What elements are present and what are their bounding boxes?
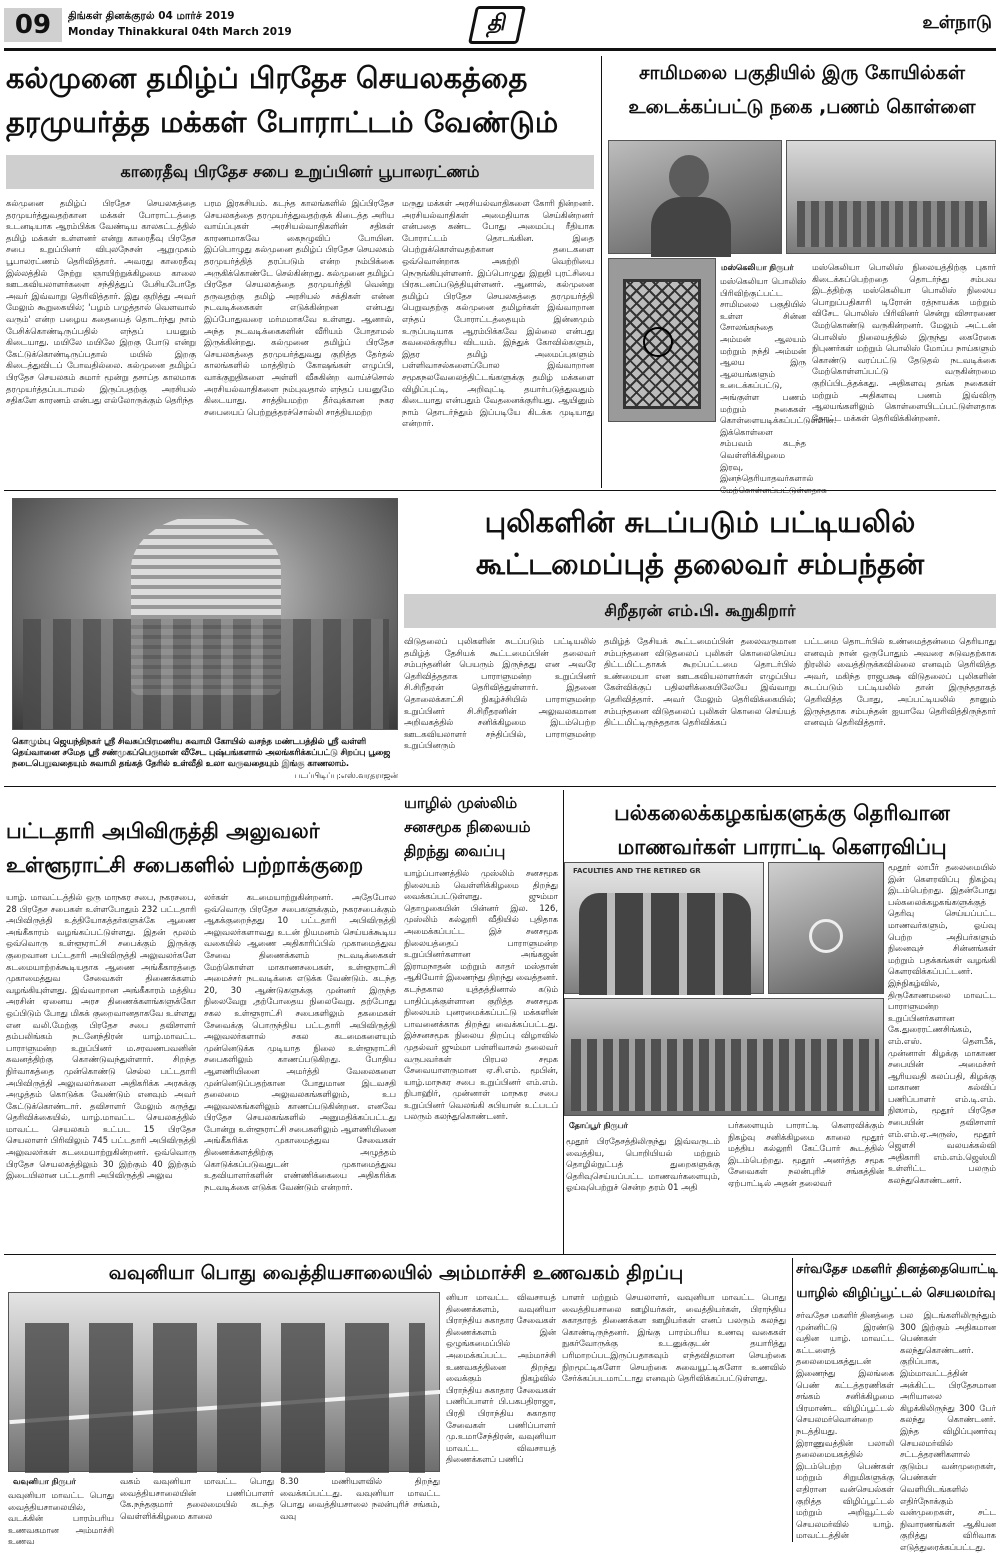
officials-icon (25, 1323, 425, 1473)
temple-photo-caption: கொழும்பு ஜெயந்திநகர் ஸ்ரீ சிவசுப்பிரமணிய சுவாமி கோயில் வசந்த மண்டபத்தில் ஸ்ரீ வள்ளி தெய்வானை சமேத ஸ்ரீ சண்முகப்பெருமான் வீசேட புஷ்பங்களால் அலங்கரிக்கப்பட்டு சிறப்பு பூஜை நடைபெறுவதையும் சுவாமி தங்கத் தேரில் உள்வீதி உலா வருவதையும் இங்கு காணலாம். (12, 736, 391, 768)
article2-photo-caption: மஸ்கெலியா நிருபர் (718, 262, 797, 274)
article1-headline-line2: தரமுயர்த்த மக்கள் போராட்டம் வேண்டும் (6, 105, 559, 139)
article3-col1: விடுதலைப் புலிகளின் சுடப்படும் பட்டியலில் தமிழ்த் தேசியக் கூட்டமைப்பின் தலைவர் சம்பந்தனின் பெயரும் இருந்தது என அவரே தெரிவித்ததாக பாராளுமன்ற உறுப்பினர் சி.சிறீதரன் தெரிவித்துள்ளார். இதனை தொலைக்காட்சி நிகழ்ச்சியில் பாராளுமன்ற உறுப்பினர் சி.சிறீதரனின் அலுவலகமான அறிவகத்தில் சனிக்கிழமை இடம்பெற்ற ஊடகவியலாளர் சந்திப்பில், பாராளுமன்ற உறுப்பினரும் (404, 636, 596, 751)
article8-headline-line2: யாழில் விழிப்பூட்டல் செயலமர்வு (796, 1286, 996, 1301)
article4-headline-line3: திறந்து வைப்பு (404, 842, 506, 860)
article3-col2: தமிழ்த் தேசியக் கூட்டமைப்பின் தலைவருமான சம்பந்தனை விடுதலைப் புலிகள் கொலைசெய்ய திட்டமிட்டதாகக் கூறப்பட்டமை தொடர்பில் உண்மையா என ஊடகவியலாளர்கள் எழுப்பிய கேள்விக்குப் பதிலளிக்கையிலேயே இவ்வாறு தெரிவித்தார். அவர் மேலும் தெரிவிக்கையில்; சம்பந்தனை விடுதலைப் புலிகள் கொலை செய்யத் திட்டமிட்டிருந்ததாக தெரிவிக்கப் (604, 636, 796, 728)
masthead-logo-text: தி (485, 11, 509, 36)
article2-photo-crowd (786, 140, 996, 254)
article7-col2: வகம் வவுனியா மாவட்ட பொது வைத்தியசாலையின் பணிப்பாளர் கே.நந்தகுமார் தலைமையில் கடந்த வெள்ளிக்கிழமை காலை (120, 1476, 274, 1521)
article1-headline-line1: கல்முனை தமிழ்ப் பிரதேச செயலகத்தை (6, 61, 528, 95)
masthead-date-english: Monday Thinakkural 04th March 2019 (68, 26, 292, 38)
article6-col1: மூதூர் பிரதேசத்திலிருந்து இவ்வருடம் வைத்திய, பொறியியல் மற்றும் தொழில்நுட்பத் துறைகளுக்கு தெரிவுசெய்யப்பட்ட மாணவர்களையும், ஓய்வுபெற்றுச் சென்ற தரம் 01 அதி (566, 1136, 720, 1193)
article6-col2: பர்களையும் பாராட்டி கௌரவிக்கும் நிகழ்வு சனிக்கிழமை காலை மூதூர் மத்திய கல்லூரி கேட்போர் கூடத்தில் இடம்பெற்றது. மூதூர் அனர்த்த சமூக சேவைகள் நலன்புரிச் சங்கத்தின் ஏற்பாட்டில் அதன் தலைவர் (728, 1120, 884, 1188)
article3-headline-line1: புலிகளின் சுடப்படும் பட்டியலில் (484, 505, 916, 539)
article8-headline-line1: சர்வதேச மகளிர் தினத்தையொட்டி (796, 1262, 998, 1277)
article4-headline-line2: சனசமூக நிலையம் (404, 818, 531, 836)
medal-icon (809, 919, 843, 953)
article5-col2: லர்கள் கடமையாற்றுகின்றனர். அதேபோல ஒவ்வொரு பிரதேச சபைகளுக்கும், நகரசபைக்கும் ஆகக்குறைந்தது 10 பட்டதாரி அபிவிருத்தி அலுவலர்களாவது உடன் நியமனம் செய்யக்கூடிய வகையில் ஆணை அதிகாரிப்பில் முகாமைத்துவ சேவை திணைக்களம் நடவடிக்கைகள் மேற்கொள்ள மாகாணசபைகள், உள்ளூராட்சி அமைச்சர் நடவடிக்கை எடுக்க வேண்டும். கடந்த 20, 30 ஆண்டுகளுக்கு முன்னர் இருந்த நிலைவேறு ,தற்போதைய நிலைவேறு. தற்போது சகல உள்ளூராட்சி சபைகளிலும் தகமைகள் சேவைக்கு பொருந்திய பட்டதாரி அபிவிருத்தி அலுவலர்களால் சகல கடமைகளையும் முன்னெடுக்க முடியாத நிலை உள்ளூராட்சி சபைகளிலும் காணப்படுகிறது. போதிய ஆளணியினை அமர்த்தி வேலைகளை முன்னெடுப்பதற்கான போதுமான இடவசதி தலைமை அலுவலகங்களிலும், உப அலுவலகங்களிலும் காணப்படுகின்றன. எனவே பிரதேச செயலகங்களில் அனுமதிக்கப்பட்டது போன்று உள்ளூராட்சி சபைகளிலும் ஆளணியினை அங்கீகரிக்க முகாமைத்துவ சேவைகள் திணைக்களத்திற்கு அழுத்தம் கொடுக்கப்படுவதுடன் முகாமைத்துவ உதவியாளர்களின் எண்ணிக்கையை அதிகரிக்க நடவடிக்கை எடுக்க வேண்டும் என்றார். (204, 892, 396, 1192)
article7-col1: வவுனியா மாவட்ட பொது வைத்தியசாலையில், வடக்கின் பாரம்பரிய உணவகமான அம்மாச்சி உணவ (8, 1490, 114, 1547)
article6-photo-audience (564, 998, 884, 1116)
article2-headline-line2: உடைக்கப்பட்டு நகை ,பணம் கொள்ளை (628, 96, 976, 118)
article4-body: யாழ்ப்பாணத்தில் முஸ்லிம் சனசமூக நிலையம் வெள்ளிக்கிழமை திறந்து வைக்கப்பட்டுள்ளது. ஜும்மா தொழுகையின் பின்னர் இல. 126, முஸ்லிம் கல்லூரி வீதியில் புதிதாக அமைக்கப்பட்ட இச் சனசமூக நிலையத்தைப் பாராளுமன்ற உறுப்பினர்களான அங்கஜன் இராமநாதன் மற்றும் காதர் மஸ்தான் ஆகியோர் இணைந்து திறந்து வைத்தனர். கடந்தகால யுத்தத்தினால் கடும் பாதிப்புக்குள்ளான குறித்த சனசமூக நிலையம் புனரமைக்கப்பட்டு மக்களின் பாவனைக்காக திறந்து வைக்கப்பட்டது. இச்சனசமூக நிலைய திறப்பு விழாவில் முதல்வர் ஜும்மா பள்ளிவாசல் தலைவர் வருபவர்கள் பிரபல சமூக சேவையாளருமான ஏ.சி.எம். மூபின், யாழ்.மாநகர சபை உறுப்பினர் எம்.எம். நிபாஹிர், முன்னாள் மாநகர சபை உறுப்பினர் வெலங்கி சுபியான் உட்படப் பலரும் கலந்துகொண்டனர். (404, 868, 558, 1122)
section-rule (4, 490, 996, 491)
article2-col1: மஸ்கெலியா பொலிஸ் பிரிவிற்குட்பட்ட சாமிமலை பகுதியில் உள்ள சின்ன சோலங்கந்தை அம்மன் ஆலயம் மற்றும் நந்தி அம்மன் ஆலய இரு ஆலயங்களும் உடைக்கப்பட்டு, அங்குள்ள பணம் மற்றும் நகைகள் கொள்ளையடிக்கப்பட்டுள்ளன. இக்கொள்ளை சம்பவம் கடந்த வெள்ளிக்கிழமை இரவு, இனந்தெரியாதவர்களால் (720, 276, 837, 484)
article8-col1: சர்வதேச மகளிர் தினத்தை முன்னிட்டு இரண்டு வதின யாழ். மாவட்ட கட்டளைத் தலைமையகத்துடன் இணைந்து இலங்கை பெண் கட்டத்தரணிகள் சங்கம் சனிக்கிழமை பிரமாண்ட விழிப்பூட்டல் செயலமர்வொன்றை நடத்தியது. இராணுவத்தின் பலாலி தலைமையகத்தில் இடம்பெற்ற பெண்கள் மற்றும் சிறுமிகளுக்கு எதிரான வன்செயல்கள் குறித்த விழிப்பூட்டல் மற்றும் அறிவூட்டல் செயலமர்வில் யாழ். மாவட்டத்தின் (796, 1310, 894, 1541)
article6-photo-award (564, 862, 764, 994)
section-rule (4, 1254, 996, 1255)
article3-subhead: சிறீதரன் எம்.பி. கூறுகிறார் (404, 594, 996, 628)
article7-photo (8, 1292, 440, 1472)
article7-photo-caption: வவுனியா நிருபர் (10, 1476, 79, 1488)
article2-col2: மஸ்கெலியா பொலிஸ் நிலையத்திற்கு புகார் கிடைக்கப்பெற்றதை தொடர்ந்து சம்பவ இடத்திற்கு மஸ்கெலியா பொலிஸ் நிலைய பொறுப்பதிகாரி டிரோன் ரத்நாயக்க மற்றும் விசேட பொலிஸ் பிரிவினர் சென்று விசாரணை மேற்கொண்டு வருகின்றனர். மேலும் அட்டன் பொலிஸ் நிலையத்தில் இருந்து கைரேகை நிபுணர்கள் மற்றும் பொலிஸ் மோப்ப நாய்களும் கொண்டு வரப்பட்டு தேடுதல் நடவடிக்கை மேற்கொள்ளப்பட்டு வருகின்றமை குறிப்பிடத்தக்கது. அதிகளவு தங்க நகைகள் மற்றும் அதிகளவு பணம் இவ்விரு ஆலயங்களிலும் கொள்ளையிடப்பட்டுள்ளதாக தோட்ட மக்கள் தெரிவிக்கின்றனர். (812, 262, 996, 423)
article6-photo-caption: தோப்பூர் நிருபர் (566, 1120, 631, 1132)
article4-headline-line1: யாழில் முஸ்லிம் (404, 794, 518, 812)
article7-col3: 8.30 மணியளவில் திறந்து வைக்கப்பட்டது. வவுனியா மாவட்ட பொது வைத்தியசாலை நலன்புரிச் சங்கம், வவு (280, 1476, 440, 1521)
article3-col3: பட்டமை தொடர்பில் உண்மைத்தன்மை தெரியாது எனவும் நான் ஒருபோதும் அவரை சுடுவதற்காக நிரலில் வைத்திருக்கவில்லை எனவும் தெரிவித்த அவர், மகிந்த ராஜபக்ஷ விடுதலைப் புலிகளின் சுடப்படும் பட்டியலில் தான் இருந்ததாகத் தெரிவித்த போது, அப்பட்டியலில் தானும் இருந்ததாக சம்பந்தன் ஐயாவே தெரிவித்திருந்தார் எனவும் தெரிவித்தார். (804, 636, 996, 728)
article8-col2: பல இடங்களிலிருந்தும் 300 இற்கும் அதிகமான பெண்கள் கலந்துகொண்டனர். குறிப்பாக, இம்மாவட்டத்தின் அக்கிட்ட பிரதேசமான அரியாலை கிழக்கிலிருந்து 300 பேர் கலந்து கொண்டனர். இந்த விழிப்புணர்வு செயலமர்வில் சட்டத்தரணிகளால் குடும்ப வன்முறைகள், பெண்கள் வெளியிடங்களில் எதிர்நோக்கும் வன்முறைகள், சட்ட நிவாரணங்கள் ஆகியன குறித்து விரிவாக எடுத்துரைக்கப்பட்டது. (900, 1310, 996, 1552)
person-body-icon (651, 197, 731, 257)
temple-photo-credit: படப்பிடிப்பு:எஸ்.வரதராஜன் (294, 771, 398, 780)
article1-col3: மருது மக்கள் அரசியல்வாதிகளை கோரி நின்றனர். அரசியல்வாதிகள் அமைதியாக செய்கின்றனர் என்பதை கண்ட போது அமைப்பு ரீதியாக போராட்டம் தொடங்கின. இதை பெற்றுக்கொள்வதற்கான தடைகளை ஒவ்வொன்றாக அகற்றி வெற்றியை நெருங்கியுள்ளனர். இப்பொழுது இறுதி புரட்சியை பிரகடனப்படுத்தியுள்ளனர். ஆனால், கல்முனை தமிழ்ப் பிரதேச செயலகத்தை தரமுயர்த்தி பெறுவதற்கு கல்முனை தமிழர்கள் இவ்வாறான எந்தப் போராட்டத்தையும் இன்னமும் உருப்படியாக ஆரம்பிக்கவே இல்லை என்பது கவலைக்குரிய விடயம். இந்துக் கோவில்களும், இதர தமிழ் அமைப்புகளும் பள்ளிவாசல்களைப்போல இவ்வாறான சமூகநலவேலைத்திட்டங்களுக்கு தமிழ் மக்களை விழிப்புட்டி, அறிவுட்டி தயார்படுத்துவதும் கிடையாது என்பதும் வேதனைக்குரியது. ஆயினும் நாம் தொடர்ந்தும் இப்படியே கிடக்க முடியாது என்றார். (402, 198, 594, 429)
article7-col4: னியா மாவட்ட விவசாயத் திணைக்களம், வவுனியா பிராந்திய சுகாதார சேவைகள் திணைக்களம் இன் ஒழுங்கமைப்பில் அமைக்கப்பட்ட அம்மாச்சி உணவகத்தினை திறந்து வைக்கும் நிகழ்வில் பிராந்திய சுகாதார சேவைகள் பணிப்பாளர் பி.பகபதிராஜா, பிரதி பிராந்திய சுகாதார சேவைகள் பணிப்பாளர் மு.உமாசேந்திரன், வவுனியா மாவட்ட விவசாயத் திணைக்களப் பணிப் (446, 1292, 556, 1465)
article2-headline-line1: சாமிமலை பகுதியில் இரு கோயில்கள் (638, 62, 965, 84)
devotees-icon (23, 619, 389, 729)
column-divider (601, 56, 602, 488)
temple-photo (12, 498, 398, 730)
article6-photo-banner: FACULTIES AND THE RETIRED GR (573, 867, 701, 875)
section-name: உள்நாடு (922, 12, 992, 33)
article2-photo-gate (608, 258, 716, 422)
article1-col2: பரம இரகசியம். கடந்த காலங்களில் இப்பிரதேச செயலகத்தை தரமுயர்த்துவதற்குக் கிடைத்த அரிய வாய்ப்புகள் அரசியல்வாதிகளின் சதிகள் காரணமாகவே கைநழுவிப் போயின. இப்பொழுது கல்முனை தமிழ்ப் பிரதேச செயலகம் தரமுயர்த்தித் தரப்படும் என்ற நம்பிக்கை அருகிக்கொண்டே செல்கின்றது. கல்முனை தமிழ்ப் பிரதேச செயலகத்தை தரமுயர்த்தி வென்று தருவதற்கு தமிழ் அரசியல் சக்திகள் என்ன நடவடிக்கைகள் எடுக்கின்றன என்பது இப்போதுவரை மர்மமாகவே உள்ளது. ஆனால், அந்த நடவடிக்கைகளின் வீரியம் போதாமல் இருக்கின்றது. கல்முனை தமிழ்ப் பிரதேச செயலகத்தை தரமுயர்த்துவது குறித்த தேர்தல் காலங்களில் மாத்திரம் கோஷங்கள் எழுப்பி, வாக்குறுதிகளை அள்ளி வீசுகின்ற வாய்ச்சொல் அரசியல்வாதிகளை நம்புவதால் எந்தப் பயனுமே கிடையாது. சாத்தியமற்ற தீர்வுக்கான நகர சபையைப் பெற்றுத்தரச்சொல்லி சாத்தியமற்ற (204, 198, 394, 417)
masthead-date-tamil: திங்கள் தினக்குரல் 04 மார்ச் 2019 (68, 10, 235, 22)
article6-col-right: மூதூர் லாபீர் தலைமையில் இன் கௌரவிப்பு நிகழ்வு இடம்பெற்றது. இதன்போது பல்கலைக்கழகங்களுக்குத் தெரிவு செய்யப்பட்ட மாணவர்களும், ஓய்வு பெற்ற அதிபர்களும் நினைவுச் சின்னங்கள் மற்றும் பதக்கங்கள் வழங்கி கௌரவிக்கப்பட்டனர். இந்நிகழ்வில், திருகோணமலை மாவட்ட பாராளுமன்ற உறுப்பினர்களான கே.துரைரட்ணசிங்கம், எம்.எஸ். தௌபீக், முன்னாள் கிழக்கு மாகாண சபையின் அமைச்சர் ஆரியவதி கலப்பதி, கிழக்கு மாகாண கல்விப் பணிப்பாளர் எம்.டி.எம். நிஸாம், மூதூர் பிரதேச சபையின் தவிசாளர் எம்.எம்.ஏ.அருஸ், மூதூர் ஜௌசி வலயக்கல்வி அதிகாரி எம்.எம்.ஜெஸ்மி உள்ளிட்ட பலரும் கலந்துகொண்டனர். (888, 862, 996, 1186)
people-group-icon (579, 893, 751, 995)
masthead-rule (4, 48, 996, 51)
audience-icon (571, 1039, 879, 1111)
section-rule (4, 786, 996, 787)
article5-headline-line2: உள்ளூராட்சி சபைகளில் பற்றாக்குறை (6, 853, 364, 877)
article7-col5: பாளர் மற்றும் செயலாளர், வவுனியா மாவட்ட பொது வைத்தியசாலை ஊழியர்கள், வைத்தியர்கள், பிராந்திய சுகாதாரத் திணைக்கள ஊழியர்கள் எனப் பலரும் கலந்து கொண்டிருந்தனர். இங்கு பாரம்பரிய உணவு வகைகள் நுகர்வோருக்கு உடனுக்குடன் தயாரித்து பரிமாறப்படஇருப்பதாகவும் எந்தவிதமான செயற்கை நிறமூட்டிகளோ செயற்கை சுவையூட்டிகளோ உணவில் சேர்க்கப்படமாட்டாது எனவும் தெரிவிக்கப்பட்டுள்ளது. (562, 1292, 786, 1384)
masthead-logo (468, 6, 526, 44)
page-number: 09 (4, 8, 62, 42)
article6-headline-line2: மாணவர்கள் பாராட்டி கௌரவிப்பு (617, 835, 947, 859)
article6-headline-line1: பல்கலைக்கழகங்களுக்கு தெரிவான (614, 801, 950, 825)
article3-headline-line2: கூட்டமைப்புத் தலைவர் சம்பந்தன் (475, 547, 925, 581)
article2-photo-man (608, 140, 782, 254)
article5-col1: யாழ். மாவட்டத்தில் ஒரு மாநகர சபை, நகரசபை, 28 பிரதேச சபைகள் உள்ளபோதும் 232 பட்டதாரி அபிவிருத்தி உத்தியோகத்தர்களுக்கே ஆணை அங்கீகாரம் வழங்கப்பட்டுள்ளது. இதன் மூலம் ஒவ்வொரு உள்ளூராட்சி சபைக்கும் இருக்கு குறைவான பட்டதாரி அபிவிருத்தி அலுவலர்களே கடமையாற்றக்கூடியதாக ஆணை அங்கீகாரத்தை முகாமைத்துவ சேவைகள் திணைக்களம் வழங்கியுள்ளது. இவ்வாறான அங்கீகாரம் மத்திய அரசின் ஏனைய அரச திணைக்களங்களுக்கோ ஒப்பிடும் போது மிகக் குறைவானதாகவே உள்ளது என வலி.மேற்கு பிரதேச சபை தவிசாளர் தம்பலிங்கம் நடனேந்திரன் யாழ்.மாவட்ட பாராளுமன்ற உறுப்பினர் ம.சரவணபவனின் கவனத்திற்கு கொண்டுவந்துள்ளார். சிறந்த நிர்வாகத்தை முன்கொண்டு செல்ல பட்டதாரி அபிவிருத்தி அலுவலர்களை அதிகரிக்க அரசுக்கு அழுத்தம் கொடுக்க வேண்டும் எனவும் அவர் கேட்டுக்கொண்டார். தவிசாளர் மேலும் கருத்து தெரிவிக்கையில், யாழ்.மாவட்ட செயலகத்தில் மாவட்ட செயலகம் உட்பட 15 பிரதேச செயலாளர் பிரிவிலும் 745 பட்டதாரி அபிவிருத்தி அலுவலர்கள் கடமையாற்றுகின்றனர். ஒவ்வொரு பிரதேச செயலகத்திலும் 30 இற்கும் 40 இற்கும் இடையிலான பட்டதாரி அபிவிருத்தி அலுவ (6, 892, 196, 1181)
article6-photo-medal (768, 862, 884, 994)
article1-col1: கல்முனை தமிழ்ப் பிரதேச செயலகத்தை தரமுயர்த்துவதற்கான மக்கள் போராட்டத்தை உடனடியாக ஆரம்பிக்க வேண்டிய காலகட்டத்தில் தமிழ் மக்கள் உள்ளனர் என்று காரைதீவு பிரதேச சபை உறுப்பினர் விபுலநேசன் ஆறுமுகம் பூபாலரட்ணம் தெரிவித்தார். அவரது காரைதீவு இல்லத்தில் நேற்று ஞாயிற்றுக்கிழமை காலை ஊடகவியலாளர்களை சந்தித்துப் பேசியபோதே அவர் இவ்வாறு தெரிவித்தார். இது குறித்து அவர் மேலும் கூறுகையில்; 'பழம் பழுத்தால் வௌவால் வரும்' என்ற பழைய கதையைத் தொடர்ந்து நாம் பேசிக்கொண்டிருப்பதில் எந்தப் பயனும் கிடையாது. மயிலே மயிலே இறகு போடு என்று கேட்டுக்கொண்டிருப்பதால் மயில் இறகு கிடைத்துவிடப் போவதில்லை. கல்முனை தமிழ்ப் பிரதேச செயலகம் சுமார் மூன்று தசாப்த காலமாக தரமுயர்த்தப்படாமல் இருப்பதற்கு அரசியல் சதிகளே காரணம் என்பது எல்லோருக்கும் தெரிந்த (6, 198, 196, 406)
crowd-icon (797, 201, 987, 247)
column-divider (792, 1258, 793, 1542)
person-silhouette-icon (669, 155, 709, 199)
highlight-circle-icon (643, 327, 673, 357)
article7-headline: வவுனியா பொது வைத்தியசாலையில் அம்மாச்சி உணவகம் திறப்பு (108, 1262, 684, 1284)
article1-subhead: காரைதீவு பிரதேச சபை உறுப்பினர் பூபாலரட்ணம் (6, 155, 594, 189)
article5-headline-line1: பட்டதாரி அபிவிருத்தி அலுவலர் (6, 819, 320, 843)
